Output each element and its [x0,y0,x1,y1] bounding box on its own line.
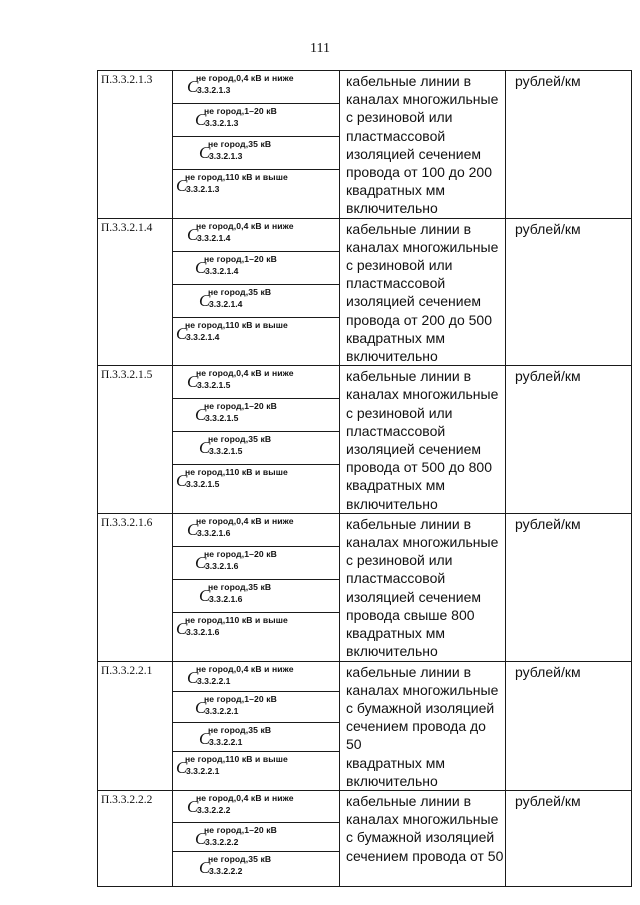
rate-superscript: не город,110 кВ и выше [185,319,288,330]
description-line: квадратных мм [346,477,445,494]
rate-cell [173,218,340,366]
description-line: с резиновой или [346,257,453,274]
clause-code: П.3.3.2.1.3 [98,71,173,219]
unit-cell: рублей/км [506,661,632,790]
description-line: каналах многожильные [346,811,499,828]
unit-cell: рублей/км [506,218,632,366]
description-cell [340,366,506,514]
description-line: каналах многожильные [346,681,499,698]
rate-formula [173,219,339,252]
rate-subscript: 3.3.2.2.1 [209,736,243,747]
rate-subscript: 3.3.2.1.6 [186,626,220,637]
rate-subscript: 3.3.2.2.1 [197,675,231,686]
rate-formula [173,170,339,210]
description-line: пластмассовой [346,275,446,292]
description-line: пластмассовой [346,422,446,439]
rate-superscript: не город,0,4 кВ и ниже [196,515,294,526]
table-row [98,661,632,790]
rate-subscript: 3.3.2.2.1 [205,705,239,716]
description-line: каналах многожильные [346,91,499,108]
rate-superscript: не город,1–20 кВ [204,253,277,264]
rate-subscript: 3.3.2.1.6 [197,527,231,538]
clause-code: П.3.3.2.1.5 [98,366,173,514]
rate-symbol: C [199,143,211,162]
description-line: с резиновой или [346,109,453,126]
rate-symbol: C [199,438,211,458]
table-row [98,218,632,366]
rate-symbol: C [176,471,188,491]
description-line: включительно [346,200,438,217]
rate-superscript: не город,35 кВ [208,853,272,864]
description-cell [340,218,506,366]
description-line: с резиновой или [346,552,453,569]
clause-code: П.3.3.2.1.6 [98,513,173,661]
rate-symbol: C [195,552,207,572]
description-line: с бумажной изоляцией [346,829,495,846]
rate-superscript: не город,0,4 кВ и ниже [196,368,294,379]
rate-subscript: 3.3.2.1.4 [205,265,239,276]
rate-formula [173,723,339,752]
rate-subscript: 3.3.2.1.6 [209,593,243,604]
rate-subscript: 3.3.2.1.4 [209,298,243,309]
description-line: включительно [346,643,438,660]
unit-cell: рублей/км [506,513,632,661]
rate-subscript: 3.3.2.2.1 [186,765,220,776]
rate-symbol: C [195,405,207,425]
description-line: квадратных мм [346,329,445,346]
unit-cell: рублей/км [506,790,632,886]
rate-superscript: не город,1–20 кВ [204,106,277,116]
description-line: квадратных мм [346,182,445,199]
rate-formula [173,852,339,886]
rate-subscript: 3.3.2.1.5 [197,380,231,391]
description-line: кабельные линии в [346,73,472,89]
description-cell [340,790,506,886]
description-line: пластмассовой [346,127,446,144]
rate-subscript: 3.3.2.1.6 [205,560,239,571]
description-line: сечением провода от 50 [346,847,504,864]
rate-symbol: C [176,757,188,777]
description-line: каналах многожильные [346,386,499,403]
rate-subscript: 3.3.2.1.4 [186,331,220,342]
rate-superscript: не город,35 кВ [208,139,272,149]
rate-symbol: C [199,728,211,748]
rate-formula [173,547,339,580]
rate-symbol: C [176,176,188,195]
description-line: изоляцией сечением [346,588,482,605]
rate-superscript: не город,0,4 кВ и ниже [196,663,294,674]
rate-symbol: C [199,585,211,605]
description-line: провода от 100 до 200 [346,164,492,181]
rate-symbol: C [195,257,207,277]
table-row [98,71,632,219]
description-line: с бумажной изоляцией [346,699,495,716]
rate-subscript: 3.3.2.1.3 [197,85,231,95]
description-line: каналах многожильные [346,238,499,255]
rate-superscript: не город,1–20 кВ [204,401,277,412]
rate-formula [173,823,339,852]
rate-superscript: не город,0,4 кВ и ниже [196,220,294,231]
description-line: кабельные линии в [346,792,472,809]
rate-formula [173,514,339,547]
rate-superscript: не город,110 кВ и выше [185,467,288,478]
description-line: изоляцией сечением [346,441,482,458]
rate-subscript: 3.3.2.2.2 [209,865,243,876]
description-cell [340,71,506,219]
description-line: пластмассовой [346,570,446,587]
rate-formula [173,137,339,170]
rate-symbol: C [187,796,199,816]
rate-formula [173,692,339,723]
rate-subscript: 3.3.2.1.3 [205,118,239,128]
description-line: включительно [346,772,438,789]
tariff-table [97,70,632,887]
rate-symbol: C [199,290,211,310]
rate-superscript: не город,0,4 кВ и ниже [196,792,294,803]
description-line: провода свыше 800 [346,606,475,623]
description-line: сечением провода до 50 [346,718,486,753]
rate-superscript: не город,35 кВ [208,724,272,735]
description-line: кабельные линии в [346,663,472,680]
rate-superscript: не город,110 кВ и выше [185,172,288,182]
page-number: 111 [310,41,330,56]
description-line: каналах многожильные [346,534,499,551]
rate-superscript: не город,35 кВ [208,581,272,592]
rate-symbol: C [195,828,207,848]
rate-symbol: C [187,667,199,687]
rate-symbol: C [187,224,199,244]
rate-formula [173,104,339,137]
rate-symbol: C [187,519,199,539]
rate-superscript: не город,1–20 кВ [204,693,277,704]
table-row [98,513,632,661]
rate-formula [173,252,339,285]
description-line: провода от 500 до 800 [346,459,492,476]
description-line: квадратных мм [346,625,445,642]
unit-cell: рублей/км [506,71,632,219]
description-line: с резиновой или [346,404,453,421]
description-cell [340,661,506,790]
table-row [98,790,632,886]
rate-formula [173,71,339,104]
clause-code: П.3.3.2.2.1 [98,661,173,790]
rate-symbol: C [176,618,188,638]
rate-cell [173,366,340,514]
rate-subscript: 3.3.2.1.3 [186,184,220,194]
rate-subscript: 3.3.2.1.5 [186,479,220,490]
rate-superscript: не город,35 кВ [208,286,272,297]
rate-symbol: C [187,77,199,96]
rate-formula [173,318,339,358]
rate-subscript: 3.3.2.1.5 [205,413,239,424]
description-line: включительно [346,348,438,365]
rate-formula [173,662,339,692]
rate-cell [173,661,340,790]
rate-formula [173,285,339,318]
rate-subscript: 3.3.2.1.3 [209,151,243,161]
description-line: изоляцией сечением [346,145,482,162]
rate-formula [173,465,339,505]
rate-subscript: 3.3.2.2.2 [205,836,239,847]
rate-formula [173,752,339,786]
description-line: кабельные линии в [346,220,472,237]
rate-symbol: C [195,110,207,129]
rate-subscript: 3.3.2.1.4 [197,232,231,243]
rate-formula [173,366,339,399]
rate-symbol: C [195,697,207,717]
rate-cell [173,513,340,661]
description-cell [340,513,506,661]
rate-formula [173,432,339,465]
rate-superscript: не город,1–20 кВ [204,824,277,835]
clause-code: П.3.3.2.2.2 [98,790,173,886]
rate-subscript: 3.3.2.2.2 [197,804,231,815]
description-line: изоляцией сечением [346,293,482,310]
rate-cell [173,790,340,886]
table-row [98,366,632,514]
rate-symbol: C [187,372,199,392]
description-line: включительно [346,495,438,512]
rate-superscript: не город,35 кВ [208,434,272,445]
rate-formula [173,613,339,653]
rate-superscript: не город,110 кВ и выше [185,753,288,764]
rate-symbol: C [176,323,188,343]
rate-superscript: не город,1–20 кВ [204,548,277,559]
unit-cell: рублей/км [506,366,632,514]
rate-superscript: не город,0,4 кВ и ниже [196,73,294,83]
rate-cell [173,71,340,219]
rate-symbol: C [199,857,211,877]
description-line: кабельные линии в [346,515,472,532]
rate-subscript: 3.3.2.1.5 [209,446,243,457]
rate-formula [173,791,339,823]
rate-formula [173,399,339,432]
description-line: провода от 200 до 500 [346,311,492,328]
description-line: кабельные линии в [346,368,472,385]
rate-formula [173,580,339,613]
clause-code: П.3.3.2.1.4 [98,218,173,366]
rate-superscript: не город,110 кВ и выше [185,614,288,625]
description-line: квадратных мм [346,754,445,771]
